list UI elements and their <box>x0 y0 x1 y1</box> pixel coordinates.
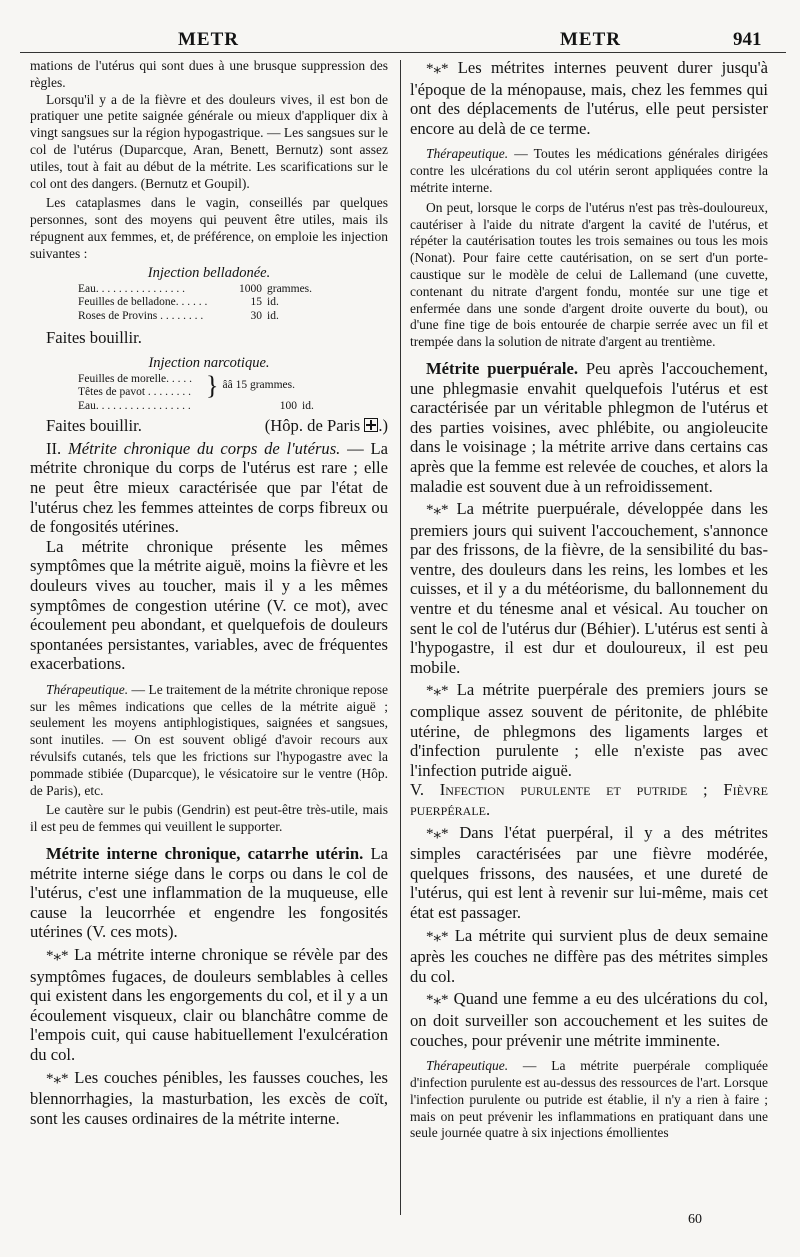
formula-note: Faites bouillir. <box>46 328 142 348</box>
quantity: 100 <box>279 399 297 412</box>
ingredient-name: Têtes de pavot . . . . . . . . <box>78 386 192 399</box>
entry-paragraph: Métrite interne chronique, catarrhe utérin. La métrite interne siége dans le corps ou dans le col de l'utérus, c'est une inflammation de la muqueuse, elle cause la leucorrhée et engendre les fongosités utérines (V. ces mots). <box>30 844 388 942</box>
hospital-cross-icon <box>364 418 378 432</box>
asterism: *⁎* <box>46 1070 69 1087</box>
paragraph: *⁎* La métrite qui survient plus de deux semaine après les couches ne diffère pas des métrites simples du col. <box>410 925 768 986</box>
entry-paragraph: Métrite puerpuérale. Peu après l'accouchement, une phlegmasie envahit quelquefois l'utérus et est caractérisée par un véritable phlegmon de l'utérus et des parties voisines, avec phlébite, ou angioleucite dans le voisinage ; la métrite arrive dans certains cas après que la femme est relevée de couches, et alors la maladie est souvent due à un refroidissement. <box>410 358 768 496</box>
brace-quantity: ââ 15 grammes. <box>222 379 295 392</box>
unit: grammes. <box>267 282 313 295</box>
formula-note-line <box>30 416 388 436</box>
section-title: Infection purulente et putride ; Fièvre puerpérale. <box>410 780 768 819</box>
therapy-paragraph: Thérapeutique. — Toutes les médications générales dirigées contre les ulcérations du col utérin seront appliquées contre la métrite interne. <box>410 146 768 195</box>
paragraph: *⁎* La métrite puerpuérale, développée dans les premiers jours qui suivent l'accouchement, s'annonce par des frissons, de la fièvre, de la sensibilité du bas-ventre, des douleurs dans les reins, les lombes et les cuisses, et il y a du météorisme, du ballonnement du ventre et du ténesme anal et vésical. Au toucher on sent le col de l'utérus dur (Béhier). L'utérus est senti à l'hypogastre, il est dur et douloureux, il est peu mobile. <box>410 499 768 677</box>
left-column <box>30 58 388 1218</box>
unit: id. <box>267 296 279 309</box>
paragraph: *⁎* La métrite puerpérale des premiers jours se complique assez souvent de péritonite, de phlébite utérine, de phlegmons des ligaments larges et d'infection purulente ; elle n'existe pas avec l'infection putride aiguë. <box>410 680 768 780</box>
formula-row <box>78 296 312 310</box>
ingredient: Feuilles de belladone. . . . . . <box>78 296 208 309</box>
quantity: 30 <box>250 309 262 322</box>
therapy-label: Thérapeutique. <box>426 146 509 162</box>
section-text: — La métrite chronique du corps de l'utérus est rare ; elle ne peut être mieux caractérisée que par l'état de l'utérus chez les femmes atteintes de corps fibreux ou de fongosités utérines. <box>30 438 388 537</box>
asterism: *⁎* <box>426 825 449 842</box>
ingredient <box>78 373 202 400</box>
section-number: V. <box>410 780 424 800</box>
ingredient: Eau. . . . . . . . . . . . . . . . <box>78 282 186 295</box>
paragraph: mations de l'utérus qui sont dues à une brusque suppression des règles. <box>30 58 388 90</box>
formula-row <box>78 400 314 414</box>
quantity: 15 <box>250 296 262 309</box>
therapy-label: Thérapeutique. <box>46 681 129 697</box>
ingredient: Eau. . . . . . . . . . . . . . . . . <box>78 399 191 412</box>
running-head-right: METR <box>560 29 621 50</box>
formula-title: Injection narcotique. <box>148 354 270 371</box>
paragraph: La métrite chronique présente les mêmes symptômes que la métrite aiguë, moins la fièvre et les douleurs vives au toucher, mais il y a les mêmes symptômes de congestion utérine (V. ce mot), avec écoulement peu abondant, et quelquefois de douleurs spontanées persistantes, variables, avec de fréquentes exacerbations. <box>30 536 388 674</box>
therapy-paragraph: Thérapeutique. — La métrite puerpérale compliquée d'infection purulente est au-dessus des ressources de l'art. Lorsque l'infection purulente ou putride est établie, il n'y a rien à faire ; mais on peut prévenir les inflammations en pratiquant dans une seule journée quatre à six injections émollientes <box>410 1058 768 1141</box>
formula-table <box>78 283 312 324</box>
entry-title: Métrite puerpuérale. <box>426 358 579 378</box>
paragraph: Les cataplasmes dans le vagin, conseillés par quelques personnes, sont des moyens qui peuvent être utiles, mais ils répugnent aux femmes, et, de préférence, on emploie les injection suivantes : <box>30 195 388 261</box>
ingredient: Roses de Provins . . . . . . . . <box>78 309 204 322</box>
asterism: *⁎* <box>426 61 449 77</box>
paragraph: *⁎* Dans l'état puerpéral, il y a des métrites simples caractérisées par une fièvre modérée, quelques frissons, des nausées, et une dureté de l'utérus, qui est lent à revenir sur lui-même, mais cet état est passager. <box>410 822 768 922</box>
asterism: *⁎* <box>46 948 69 965</box>
formula-row <box>78 373 295 400</box>
brace: } <box>206 371 219 401</box>
unit: id. <box>302 399 314 412</box>
signature-mark: 60 <box>688 1212 702 1227</box>
right-column <box>410 58 768 1218</box>
header-rule <box>20 52 786 53</box>
section-heading-para <box>30 439 388 537</box>
page-number: 941 <box>733 29 762 50</box>
paragraph: On peut, lorsque le corps de l'utérus n'est pas très-douloureux, cautériser à l'aide du nitrate d'argent la cavité de l'utérus, et répéter la cautérisation toutes les trois semaines ou tous les mois (Nonat). Pour faire cette cautérisation, on se sert d'un porte-caustique sur le modèle de celui de Lallemand (une cuvette, contenant du nitrate d'argent fondu, montée sur une tige et enfermée dans une sonde d'argent droite ouverte du bout), ou d'une fine tige de bois entourée de charpie serrée avec un fil et trempée dans la solution de nitrate d'argent au trentième. <box>410 199 768 350</box>
formula-table <box>78 373 295 400</box>
section-heading-para <box>410 780 768 819</box>
ingredient-name: Feuilles de morelle. . . . . <box>78 372 193 385</box>
asterism: *⁎* <box>426 928 449 945</box>
formula-row <box>78 310 312 324</box>
unit: id. <box>267 309 279 322</box>
paragraph: *⁎* La métrite interne chronique se révèle par des symptômes fugaces, de douleurs semblables à celles qui existent dans les engorgements du col, et il y a un écoulement visqueux, clair ou blanchâtre comme de l'empois cuit, qui cause habituellement l'exulcération du col. <box>30 945 388 1064</box>
formula-table <box>78 400 314 414</box>
running-head-left: METR <box>178 29 239 50</box>
asterism: *⁎* <box>426 502 449 519</box>
therapy-paragraph: Thérapeutique. — Le traitement de la métrite chronique repose sur les mêmes indications que celles de la métrite aiguë ; seulement les moyens antiphlogistiques, saignées et sangsues, sont inutiles. — On est souvent obligé d'avoir recours aux révulsifs cutanés, tels que les frictions sur l'hypogastre avec la pommade stibiée (Duparcque), le vésicatoire sur le ventre (Hôp. de Paris), etc. <box>30 681 388 798</box>
quantity: 1000 <box>239 282 262 295</box>
paragraph: Le cautère sur le pubis (Gendrin) est peut-être très-utile, mais il est peu de femmes qui veuillent le supporter. <box>30 802 388 835</box>
column-divider <box>400 60 401 1215</box>
section-number: II. <box>46 438 62 458</box>
paragraph: Lorsqu'il y a de la fièvre et des douleurs vives, il est bon de pratiquer une petite saignée générale ou mieux d'appliquer dix à vingt sangsues sur la région hypogastrique. — Les sangsues sur le col de l'utérus (Duparcque, Aran, Benett, Bernutz) sont assez utiles, tout à fait au début de la métrite. Les scarifications sur le col ont des dangers. (Bernutz et Goupil). <box>30 91 388 191</box>
formula-row <box>78 283 312 297</box>
formula-title: Injection belladonée. <box>147 264 271 281</box>
asterism: *⁎* <box>426 683 449 700</box>
source-reference: (Hôp. de Paris .) <box>264 416 388 436</box>
paragraph: *⁎* Les couches pénibles, les fausses couches, les blennorrhagies, la masturbation, les excès de coït, sont les causes ordinaires de la métrite interne. <box>30 1067 388 1128</box>
formula-note: Faites bouillir. <box>46 416 142 436</box>
paragraph: *⁎* Quand une femme a eu des ulcérations du col, on doit surveiller son accouchement et les suites de couches, pour prévenir une métrite imminente. <box>410 989 768 1050</box>
paragraph: *⁎* Les métrites internes peuvent durer jusqu'à l'époque de la ménopause, mais, chez les femmes qui ont des déplacements de l'utérus, elle peut persister encore au delà de ce terme. <box>410 58 768 138</box>
therapy-label: Thérapeutique. <box>426 1058 509 1074</box>
section-title: Métrite chronique du corps de l'utérus. <box>67 438 341 458</box>
entry-title: Métrite interne chronique, catarrhe utérin. <box>46 844 364 864</box>
asterism: *⁎* <box>426 992 449 1009</box>
